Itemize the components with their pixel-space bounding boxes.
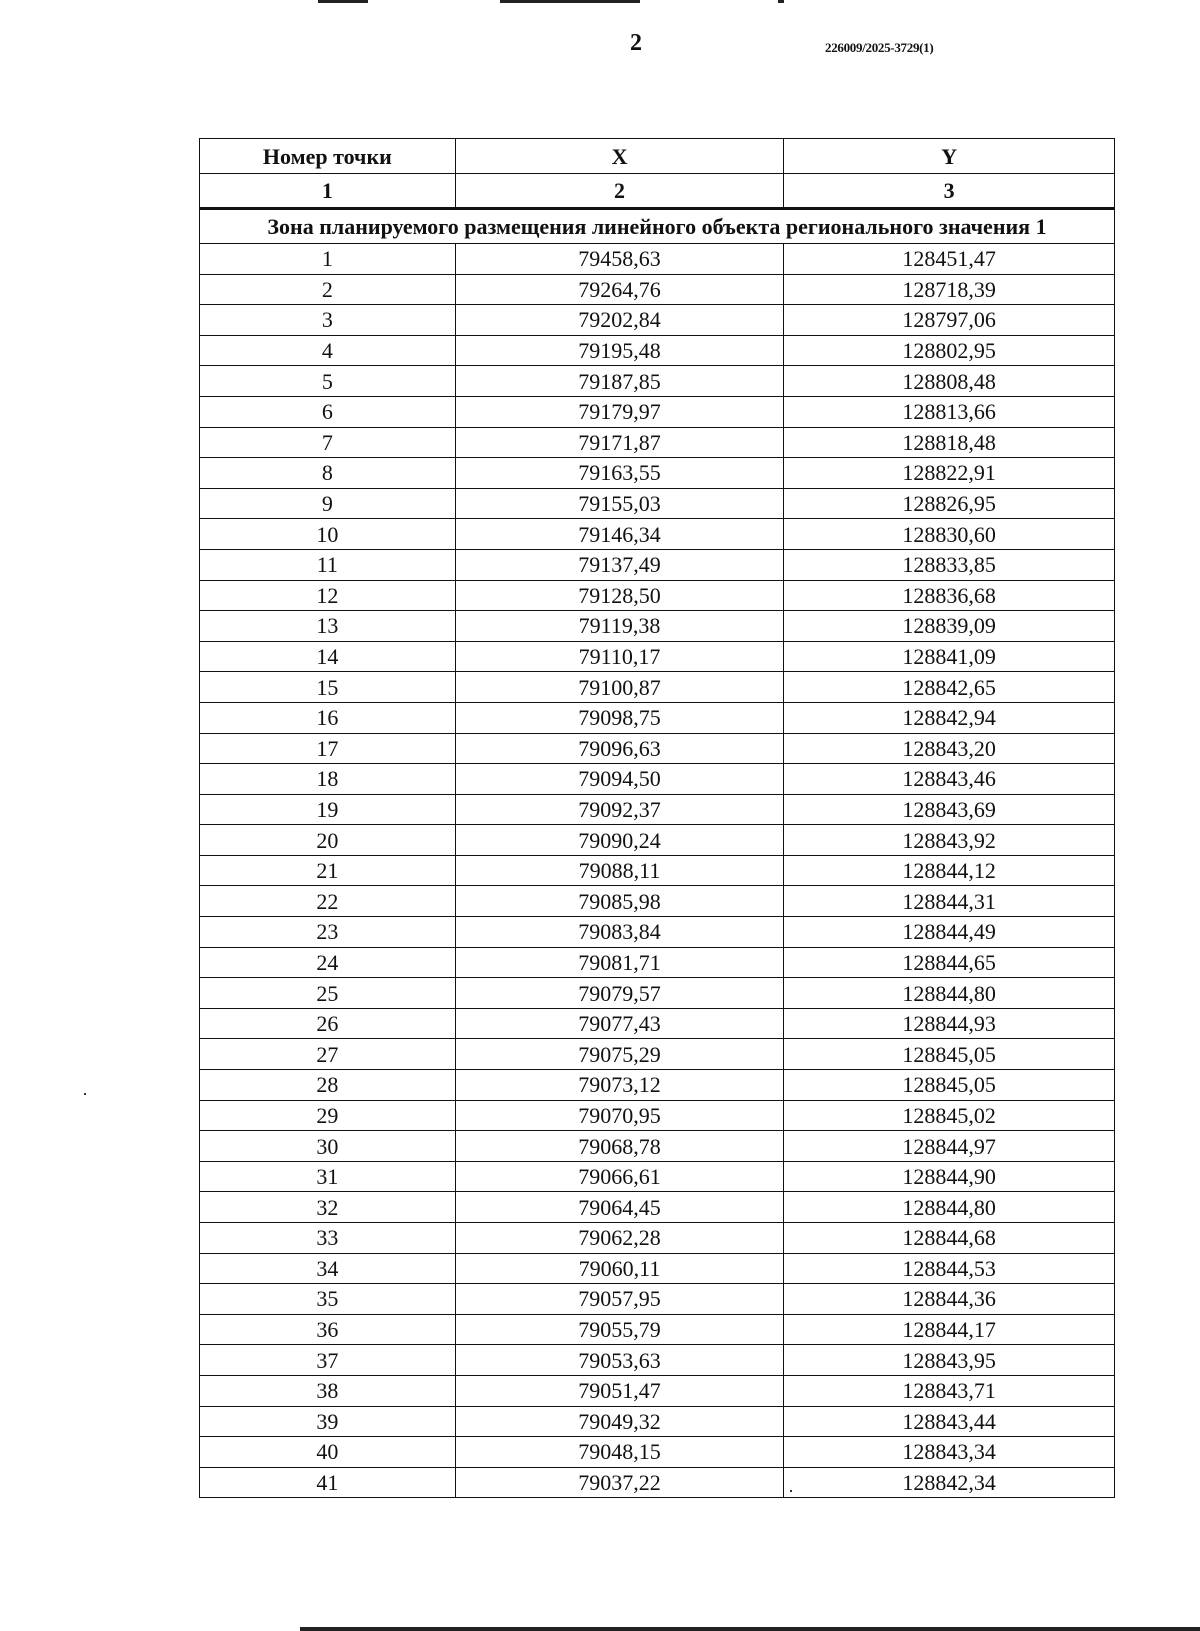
x-coordinate-cell: 79458,63 xyxy=(455,244,784,275)
point-number-cell: 27 xyxy=(200,1039,456,1070)
x-coordinate-cell: 79081,71 xyxy=(455,947,784,978)
point-number-cell: 28 xyxy=(200,1070,456,1101)
table-row xyxy=(200,580,1115,611)
table-row xyxy=(200,978,1115,1009)
y-coordinate-cell: 128718,39 xyxy=(784,274,1115,305)
y-coordinate-cell: 128844,31 xyxy=(784,886,1115,917)
x-coordinate-cell: 79195,48 xyxy=(455,335,784,366)
y-coordinate-cell: 128844,12 xyxy=(784,855,1115,886)
table-row xyxy=(200,1008,1115,1039)
table-row xyxy=(200,825,1115,856)
table-row xyxy=(200,1131,1115,1162)
point-number-cell: 23 xyxy=(200,917,456,948)
coordinates-table xyxy=(199,138,1115,1498)
zone-title-row xyxy=(200,209,1115,244)
y-coordinate-cell: 128843,20 xyxy=(784,733,1115,764)
point-number-cell: 33 xyxy=(200,1223,456,1254)
point-number-cell: 35 xyxy=(200,1284,456,1315)
point-number-cell: 31 xyxy=(200,1161,456,1192)
column-number-row xyxy=(200,174,1115,209)
x-coordinate-cell: 79094,50 xyxy=(455,764,784,795)
y-coordinate-cell: 128844,49 xyxy=(784,917,1115,948)
point-number-cell: 21 xyxy=(200,855,456,886)
y-coordinate-cell: 128844,17 xyxy=(784,1314,1115,1345)
x-coordinate-cell: 79055,79 xyxy=(455,1314,784,1345)
x-coordinate-cell: 79137,49 xyxy=(455,549,784,580)
y-coordinate-cell: 128830,60 xyxy=(784,519,1115,550)
table-row xyxy=(200,1406,1115,1437)
y-coordinate-cell: 128844,65 xyxy=(784,947,1115,978)
scan-edge-top-right xyxy=(778,0,784,3)
point-number-cell: 39 xyxy=(200,1406,456,1437)
table-row xyxy=(200,733,1115,764)
y-coordinate-cell: 128833,85 xyxy=(784,549,1115,580)
scan-edge-bottom xyxy=(300,1627,1200,1631)
x-coordinate-cell: 79053,63 xyxy=(455,1345,784,1376)
y-coordinate-cell: 128843,95 xyxy=(784,1345,1115,1376)
y-coordinate-cell: 128844,36 xyxy=(784,1284,1115,1315)
x-coordinate-cell: 79088,11 xyxy=(455,855,784,886)
y-coordinate-cell: 128797,06 xyxy=(784,305,1115,336)
x-coordinate-cell: 79100,87 xyxy=(455,672,784,703)
point-number-cell: 32 xyxy=(200,1192,456,1223)
point-number-cell: 34 xyxy=(200,1253,456,1284)
x-coordinate-cell: 79163,55 xyxy=(455,458,784,489)
x-coordinate-cell: 79051,47 xyxy=(455,1375,784,1406)
y-coordinate-cell: 128845,05 xyxy=(784,1070,1115,1101)
x-coordinate-cell: 79083,84 xyxy=(455,917,784,948)
y-coordinate-cell: 128818,48 xyxy=(784,427,1115,458)
y-coordinate-cell: 128844,80 xyxy=(784,978,1115,1009)
point-number-cell: 10 xyxy=(200,519,456,550)
point-number-cell: 29 xyxy=(200,1100,456,1131)
point-number-cell: 7 xyxy=(200,427,456,458)
point-number-cell: 1 xyxy=(200,244,456,275)
point-number-cell: 6 xyxy=(200,396,456,427)
x-coordinate-cell: 79098,75 xyxy=(455,702,784,733)
x-coordinate-cell: 79064,45 xyxy=(455,1192,784,1223)
table-row xyxy=(200,1253,1115,1284)
y-coordinate-cell: 128843,46 xyxy=(784,764,1115,795)
x-coordinate-cell: 79179,97 xyxy=(455,396,784,427)
point-number-cell: 22 xyxy=(200,886,456,917)
column-number: 2 xyxy=(455,174,784,209)
table-row xyxy=(200,366,1115,397)
point-number-cell: 9 xyxy=(200,488,456,519)
y-coordinate-cell: 128845,02 xyxy=(784,1100,1115,1131)
table-row xyxy=(200,458,1115,489)
x-coordinate-cell: 79119,38 xyxy=(455,611,784,642)
scan-speck xyxy=(84,1093,86,1095)
table-row xyxy=(200,1161,1115,1192)
table-row xyxy=(200,855,1115,886)
point-number-cell: 11 xyxy=(200,549,456,580)
y-coordinate-cell: 128844,68 xyxy=(784,1223,1115,1254)
table-row xyxy=(200,274,1115,305)
point-number-cell: 17 xyxy=(200,733,456,764)
y-coordinate-cell: 128451,47 xyxy=(784,244,1115,275)
point-number-cell: 19 xyxy=(200,794,456,825)
y-coordinate-cell: 128841,09 xyxy=(784,641,1115,672)
x-coordinate-cell: 79049,32 xyxy=(455,1406,784,1437)
x-coordinate-cell: 79073,12 xyxy=(455,1070,784,1101)
y-coordinate-cell: 128836,68 xyxy=(784,580,1115,611)
y-coordinate-cell: 128813,66 xyxy=(784,396,1115,427)
table-row xyxy=(200,672,1115,703)
y-coordinate-cell: 128842,94 xyxy=(784,702,1115,733)
table-row xyxy=(200,1192,1115,1223)
table-row xyxy=(200,1070,1115,1101)
point-number-cell: 41 xyxy=(200,1467,456,1498)
y-coordinate-cell: 128842,34 xyxy=(784,1467,1115,1498)
point-number-cell: 36 xyxy=(200,1314,456,1345)
table-row xyxy=(200,1375,1115,1406)
zone-title: Зона планируемого размещения линейного объекта регионального значения 1 xyxy=(200,209,1115,244)
point-number-cell: 26 xyxy=(200,1008,456,1039)
x-coordinate-cell: 79062,28 xyxy=(455,1223,784,1254)
y-coordinate-cell: 128822,91 xyxy=(784,458,1115,489)
table-row xyxy=(200,335,1115,366)
y-coordinate-cell: 128844,80 xyxy=(784,1192,1115,1223)
x-coordinate-cell: 79048,15 xyxy=(455,1437,784,1468)
table-row xyxy=(200,702,1115,733)
table-row xyxy=(200,1039,1115,1070)
table-row xyxy=(200,947,1115,978)
table-row xyxy=(200,1314,1115,1345)
table-row xyxy=(200,611,1115,642)
y-coordinate-cell: 128843,69 xyxy=(784,794,1115,825)
x-coordinate-cell: 79146,34 xyxy=(455,519,784,550)
x-coordinate-cell: 79187,85 xyxy=(455,366,784,397)
table-row xyxy=(200,794,1115,825)
table-header-row xyxy=(200,139,1115,174)
point-number-cell: 13 xyxy=(200,611,456,642)
point-number-cell: 12 xyxy=(200,580,456,611)
point-number-cell: 25 xyxy=(200,978,456,1009)
column-header-point-number: Номер точки xyxy=(200,139,456,174)
y-coordinate-cell: 128844,90 xyxy=(784,1161,1115,1192)
y-coordinate-cell: 128826,95 xyxy=(784,488,1115,519)
table-row xyxy=(200,764,1115,795)
x-coordinate-cell: 79171,87 xyxy=(455,427,784,458)
y-coordinate-cell: 128842,65 xyxy=(784,672,1115,703)
x-coordinate-cell: 79202,84 xyxy=(455,305,784,336)
table-row xyxy=(200,549,1115,580)
table-row xyxy=(200,488,1115,519)
y-coordinate-cell: 128802,95 xyxy=(784,335,1115,366)
table-row xyxy=(200,396,1115,427)
x-coordinate-cell: 79110,17 xyxy=(455,641,784,672)
page-number: 2 xyxy=(630,30,642,56)
x-coordinate-cell: 79057,95 xyxy=(455,1284,784,1315)
point-number-cell: 3 xyxy=(200,305,456,336)
table-row xyxy=(200,1437,1115,1468)
table-row xyxy=(200,886,1115,917)
y-coordinate-cell: 128808,48 xyxy=(784,366,1115,397)
point-number-cell: 30 xyxy=(200,1131,456,1162)
table-row xyxy=(200,244,1115,275)
y-coordinate-cell: 128845,05 xyxy=(784,1039,1115,1070)
x-coordinate-cell: 79060,11 xyxy=(455,1253,784,1284)
table-row xyxy=(200,1345,1115,1376)
x-coordinate-cell: 79037,22 xyxy=(455,1467,784,1498)
point-number-cell: 18 xyxy=(200,764,456,795)
column-number: 3 xyxy=(784,174,1115,209)
table-row xyxy=(200,427,1115,458)
point-number-cell: 37 xyxy=(200,1345,456,1376)
table-row xyxy=(200,1223,1115,1254)
point-number-cell: 5 xyxy=(200,366,456,397)
x-coordinate-cell: 79090,24 xyxy=(455,825,784,856)
y-coordinate-cell: 128843,92 xyxy=(784,825,1115,856)
column-header-x: X xyxy=(455,139,784,174)
point-number-cell: 15 xyxy=(200,672,456,703)
point-number-cell: 24 xyxy=(200,947,456,978)
point-number-cell: 14 xyxy=(200,641,456,672)
y-coordinate-cell: 128839,09 xyxy=(784,611,1115,642)
table-row xyxy=(200,917,1115,948)
table-row xyxy=(200,641,1115,672)
y-coordinate-cell: 128843,34 xyxy=(784,1437,1115,1468)
point-number-cell: 40 xyxy=(200,1437,456,1468)
point-number-cell: 16 xyxy=(200,702,456,733)
table-row xyxy=(200,1100,1115,1131)
x-coordinate-cell: 79070,95 xyxy=(455,1100,784,1131)
point-number-cell: 4 xyxy=(200,335,456,366)
x-coordinate-cell: 79075,29 xyxy=(455,1039,784,1070)
x-coordinate-cell: 79079,57 xyxy=(455,978,784,1009)
y-coordinate-cell: 128843,44 xyxy=(784,1406,1115,1437)
table-row xyxy=(200,1284,1115,1315)
x-coordinate-cell: 79077,43 xyxy=(455,1008,784,1039)
y-coordinate-cell: 128844,53 xyxy=(784,1253,1115,1284)
document-id: 226009/2025-3729(1) xyxy=(825,40,934,55)
y-coordinate-cell: 128844,93 xyxy=(784,1008,1115,1039)
point-number-cell: 8 xyxy=(200,458,456,489)
y-coordinate-cell: 128844,97 xyxy=(784,1131,1115,1162)
x-coordinate-cell: 79085,98 xyxy=(455,886,784,917)
column-number: 1 xyxy=(200,174,456,209)
y-coordinate-cell: 128843,71 xyxy=(784,1375,1115,1406)
table-row xyxy=(200,305,1115,336)
x-coordinate-cell: 79068,78 xyxy=(455,1131,784,1162)
x-coordinate-cell: 79096,63 xyxy=(455,733,784,764)
scan-edge-top-left xyxy=(318,0,368,3)
table-row xyxy=(200,519,1115,550)
point-number-cell: 2 xyxy=(200,274,456,305)
x-coordinate-cell: 79092,37 xyxy=(455,794,784,825)
point-number-cell: 20 xyxy=(200,825,456,856)
table-row xyxy=(200,1467,1115,1498)
point-number-cell: 38 xyxy=(200,1375,456,1406)
x-coordinate-cell: 79066,61 xyxy=(455,1161,784,1192)
x-coordinate-cell: 79264,76 xyxy=(455,274,784,305)
scan-edge-top-mid xyxy=(500,0,640,3)
x-coordinate-cell: 79155,03 xyxy=(455,488,784,519)
column-header-y: Y xyxy=(784,139,1115,174)
x-coordinate-cell: 79128,50 xyxy=(455,580,784,611)
